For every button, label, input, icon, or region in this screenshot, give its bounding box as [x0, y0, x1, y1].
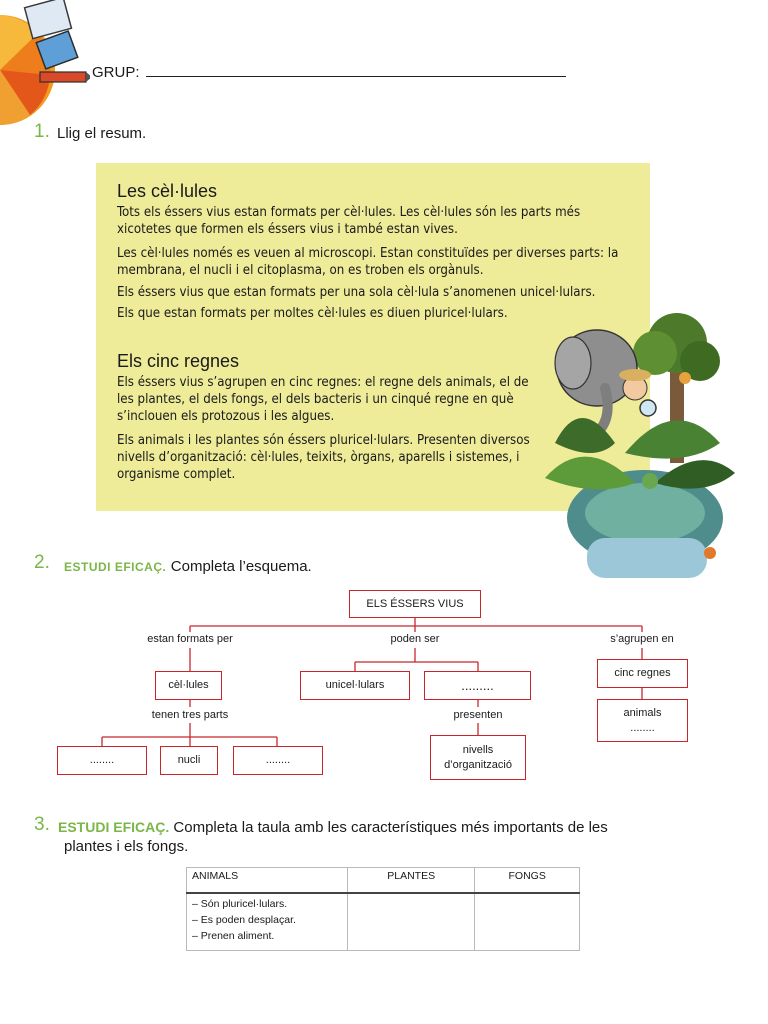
scheme-link-present: presenten [453, 709, 503, 721]
scheme-link-three-parts: tenen tres parts [151, 709, 229, 721]
exercise-3-instruction-line-1: Completa la taula amb les característiques més importants de les [173, 819, 608, 836]
summary-paragraph-2: Les cèl·lules només es veuen al microscopi. Estan constituïdes per diverses parts: la membrana, el nucli i el citoplasma, on es troben els orgànuls. [117, 246, 619, 278]
scheme-unicellular-box: unicel·lulars [300, 671, 410, 700]
exercise-2-instruction: Completa l’esquema. [170, 558, 312, 575]
summary-title-kingdoms: Els cinc regnes [117, 351, 240, 371]
scheme-kingdoms-box: cinc regnes [597, 659, 688, 688]
scheme-part-nucleus: nucli [160, 746, 218, 775]
exercise-2-label: ESTUDI EFICAÇ. [64, 560, 167, 574]
animals-trait-2: – Es poden desplaçar. [192, 914, 296, 926]
table-header-fungi: FONGS [475, 868, 580, 894]
summary-paragraph-3: Els éssers vius que estan formats per una sola cèl·lula s’anomenen unicel·lulars. [117, 285, 596, 300]
scheme-link-can-be: poden ser [390, 633, 440, 645]
table-cell-animals [187, 893, 348, 951]
scheme-root-box: ELS ÉSSERS VIUS [349, 590, 481, 618]
summary-paragraph-6: Els animals i les plantes són éssers pluricel·lulars. Presenten diversos nivells d’organització: cèl·lules, teixits, òrgans, aparells i sistemes, i organisme complet. [117, 433, 530, 482]
exercise-1-number: 1. [34, 121, 50, 142]
grup-label: GRUP: [92, 64, 140, 81]
exercise-3-instruction [58, 818, 698, 856]
exercise-3-label: ESTUDI EFICAÇ. [58, 819, 170, 835]
table-header-animals: ANIMALS [187, 868, 348, 894]
animals-trait-1: – Són pluricel·lulars. [192, 898, 288, 910]
scheme-cells-box: cèl·lules [155, 671, 222, 700]
table-cell-plants[interactable] [348, 893, 475, 951]
summary-paragraph-4: Els que estan formats per moltes cèl·lules es diuen pluricel·lulars. [117, 306, 508, 321]
scheme-link-grouped-in: s’agrupen en [610, 633, 674, 645]
summary-paragraph-1: Tots els éssers vius estan formats per cèl·lules. Les cèl·lules són les parts més xicotetes que formen els éssers vius i també estan vives. [117, 205, 581, 237]
exercise-1-instruction: Llig el resum. [57, 125, 147, 142]
table-header-row [187, 868, 580, 894]
scheme-part-blank-2[interactable]: ........ [233, 746, 323, 775]
table-row [187, 893, 580, 951]
scheme-animals-label: animals [623, 706, 662, 719]
exercise-3-number: 3. [34, 814, 50, 835]
scheme-levels-box: nivells d’organització [430, 735, 526, 780]
exercise-3-instruction-line-2: plantes i els fongs. [64, 838, 189, 855]
table-cell-fungi[interactable] [475, 893, 580, 951]
scheme-link-formed-by: estan formats per [147, 633, 233, 645]
scheme-blank-multicellular[interactable]: ......... [424, 671, 531, 700]
scheme-part-blank-1[interactable]: ........ [57, 746, 147, 775]
scheme-animals-box[interactable] [597, 699, 688, 742]
animals-trait-3: – Prenen aliment. [192, 930, 275, 942]
summary-title-cells: Les cèl·lules [117, 181, 218, 201]
exercise-2-number: 2. [34, 552, 50, 573]
table-header-plants: PLANTES [348, 868, 475, 894]
summary-paragraph-5: Els éssers vius s’agrupen en cinc regnes: el regne dels animals, el de les plantes, el dels fongs, el dels bacteris i un cinqué regne en què s’inclouen els protozous i les algues. [117, 375, 529, 424]
characteristics-table [186, 867, 580, 951]
scheme-animals-blank[interactable]: ........ [630, 721, 655, 734]
